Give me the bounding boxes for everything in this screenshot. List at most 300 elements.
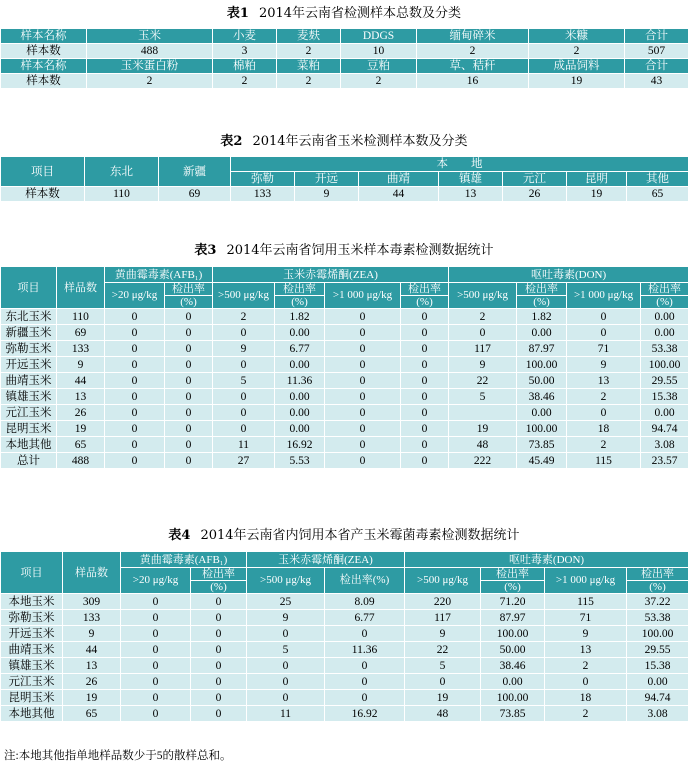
table-cell: 0.00 <box>641 309 688 325</box>
table-cell: 0 <box>191 610 247 626</box>
table-cell: 9 <box>449 357 517 373</box>
table-cell: 元江玉米 <box>1 405 57 421</box>
table-cell: 309 <box>63 594 121 610</box>
table1-cell: 2 <box>277 44 341 59</box>
table-cell: 0 <box>191 642 247 658</box>
table3-sub-zea-threshold: >500 μg/kg <box>213 283 275 309</box>
table1-cell: 合计 <box>625 59 688 74</box>
table-cell: 0 <box>401 421 449 437</box>
table-cell: 11.36 <box>275 373 325 389</box>
table-cell: 15.38 <box>627 658 688 674</box>
table4-sub-rate: 检出率 <box>191 568 247 581</box>
table-cell: 曲靖玉米 <box>1 642 63 658</box>
table-cell: 11.36 <box>325 642 405 658</box>
table4-sub-rate-unit: (%) <box>191 581 247 594</box>
table-cell: 13 <box>545 642 627 658</box>
table2-cell: 样本数 <box>1 187 85 202</box>
table-cell: 45.49 <box>517 453 567 469</box>
table-cell: 11 <box>247 706 325 722</box>
table-cell: 0 <box>405 674 481 690</box>
table-cell: 0 <box>401 325 449 341</box>
table3-group-afb: 黄曲霉毒素(AFB₁) <box>105 267 213 283</box>
table-cell: 东北玉米 <box>1 309 57 325</box>
table1-cell: 3 <box>213 44 277 59</box>
table-cell: 0 <box>325 325 401 341</box>
table4-sub-don-threshold-2: >1 000 μg/kg <box>545 568 627 594</box>
table1-header-row-1 <box>1 29 688 44</box>
table2-caption-text: 2014年云南省玉米检测样本数及分类 <box>252 134 468 149</box>
table2-cell: 13 <box>439 187 503 202</box>
table3-sub-rate: 检出率 <box>641 283 688 296</box>
table-cell: 曲靖玉米 <box>1 373 57 389</box>
table4-body <box>1 594 688 722</box>
table2-cell: 65 <box>627 187 688 202</box>
table1-cell: 合计 <box>625 29 688 44</box>
table2-cell: 69 <box>159 187 231 202</box>
table1-caption <box>0 6 688 22</box>
table-cell: 0.00 <box>641 405 688 421</box>
table-cell: 38.46 <box>517 389 567 405</box>
table-cell: 0 <box>325 389 401 405</box>
table-cell: 0 <box>121 626 191 642</box>
table-cell: 0 <box>213 357 275 373</box>
table3-sub-rate-unit: (%) <box>165 296 213 309</box>
table1-cell: 小麦 <box>213 29 277 44</box>
table-cell: 117 <box>449 341 517 357</box>
table-cell: 16.92 <box>325 706 405 722</box>
table-row <box>1 341 688 357</box>
table-cell: 0 <box>567 405 641 421</box>
table2-cell: 9 <box>295 187 359 202</box>
table2-cell: 昆明 <box>567 172 627 187</box>
table4-header-row-1 <box>1 552 688 568</box>
table3-sub-don-threshold-2: >1 000 μg/kg <box>567 283 641 309</box>
table2-cell: 元江 <box>503 172 567 187</box>
table-cell: 0 <box>213 389 275 405</box>
table1-cell: 样本名称 <box>1 29 87 44</box>
table-cell: 27 <box>213 453 275 469</box>
table-row <box>1 610 688 626</box>
table4-sub-rate: 检出率 <box>627 568 688 581</box>
table-cell: 220 <box>405 594 481 610</box>
table-cell: 2 <box>449 309 517 325</box>
table-cell: 100.00 <box>481 626 545 642</box>
table-cell: 9 <box>57 357 105 373</box>
table1-cell: 2 <box>277 74 341 89</box>
table4-header-item: 项目 <box>1 552 63 594</box>
table3-sub-afb-threshold: >20 μg/kg <box>105 283 165 309</box>
table-cell: 0 <box>401 373 449 389</box>
table-cell: 0 <box>165 437 213 453</box>
table-cell: 26 <box>57 405 105 421</box>
table-cell: 100.00 <box>517 421 567 437</box>
table-cell: 5 <box>213 373 275 389</box>
table-cell: 1.82 <box>517 309 567 325</box>
table-cell: 昆明玉米 <box>1 690 63 706</box>
table4-group-don: 呕吐毒素(DON) <box>405 552 688 568</box>
table4-sub-rate: 检出率 <box>481 568 545 581</box>
table-cell: 0 <box>121 706 191 722</box>
table-cell: 9 <box>567 357 641 373</box>
table-cell: 23.57 <box>641 453 688 469</box>
table-cell: 50.00 <box>481 642 545 658</box>
table-cell: 26 <box>63 674 121 690</box>
table-cell: 2 <box>213 309 275 325</box>
table4-group-afb: 黄曲霉毒素(AFB₁) <box>121 552 247 568</box>
table-row <box>1 690 688 706</box>
table-cell: 0 <box>105 325 165 341</box>
table-cell: 13 <box>567 373 641 389</box>
table2-cell: 19 <box>567 187 627 202</box>
table-cell: 73.85 <box>517 437 567 453</box>
table2-header-local: 本 地 <box>231 157 688 172</box>
table-cell: 3.08 <box>627 706 688 722</box>
table1-cell: 样本名称 <box>1 59 87 74</box>
table-cell: 0 <box>191 690 247 706</box>
table-row <box>1 357 688 373</box>
table-cell: 0.00 <box>517 405 567 421</box>
table3-group-zea: 玉米赤霉烯酮(ZEA) <box>213 267 449 283</box>
table-cell: 115 <box>567 453 641 469</box>
table-cell: 0 <box>121 674 191 690</box>
table-cell: 0 <box>401 453 449 469</box>
table-cell: 开远玉米 <box>1 626 63 642</box>
table-cell: 0.00 <box>641 325 688 341</box>
table-cell: 0.00 <box>627 674 688 690</box>
table-cell: 69 <box>57 325 105 341</box>
table4-sub-don-threshold: >500 μg/kg <box>405 568 481 594</box>
table-cell: 19 <box>57 421 105 437</box>
table2-header-item: 项目 <box>1 157 85 187</box>
table4-caption-number: 表4 <box>168 528 191 543</box>
table3-sub-rate-unit: (%) <box>641 296 688 309</box>
table-cell: 0 <box>165 389 213 405</box>
table-cell: 0 <box>191 626 247 642</box>
table-cell: 0 <box>401 357 449 373</box>
table-cell: 0 <box>191 658 247 674</box>
table-cell: 25 <box>247 594 325 610</box>
table1-cell: 488 <box>87 44 213 59</box>
table3-caption-number: 表3 <box>194 243 217 258</box>
table-cell: 0 <box>165 405 213 421</box>
table-cell: 0 <box>213 405 275 421</box>
table1-cell: 样本数 <box>1 74 87 89</box>
table-cell: 29.55 <box>641 373 688 389</box>
table1 <box>0 28 688 89</box>
table4-sub-rate-unit: (%) <box>627 581 688 594</box>
table-cell: 0 <box>449 325 517 341</box>
table-cell: 0 <box>325 626 405 642</box>
table-cell: 117 <box>405 610 481 626</box>
table-cell: 0 <box>213 325 275 341</box>
table-cell: 9 <box>63 626 121 642</box>
table2-caption <box>0 134 688 150</box>
table-cell: 镇雄玉米 <box>1 389 57 405</box>
table-cell: 87.97 <box>481 610 545 626</box>
table-cell: 0 <box>325 357 401 373</box>
table-cell: 0 <box>121 658 191 674</box>
table-cell: 65 <box>57 437 105 453</box>
table-cell <box>449 405 517 421</box>
table-cell: 2 <box>545 658 627 674</box>
table2-cell: 110 <box>85 187 159 202</box>
table4-sub-afb-threshold: >20 μg/kg <box>121 568 191 594</box>
table-row <box>1 594 688 610</box>
table1-cell: 2 <box>529 44 625 59</box>
table-cell: 100.00 <box>481 690 545 706</box>
table-cell: 87.97 <box>517 341 567 357</box>
table2-caption-number: 表2 <box>220 134 243 149</box>
table-cell: 44 <box>57 373 105 389</box>
table-cell: 71 <box>567 341 641 357</box>
table1-data-row-1 <box>1 44 688 59</box>
table-cell: 0 <box>401 437 449 453</box>
table-cell: 0 <box>121 610 191 626</box>
table-cell: 15.38 <box>641 389 688 405</box>
table3-header-item: 项目 <box>1 267 57 309</box>
table-cell: 22 <box>405 642 481 658</box>
table3 <box>0 266 688 469</box>
table-row <box>1 658 688 674</box>
table-cell: 53.38 <box>627 610 688 626</box>
table-cell: 2 <box>567 389 641 405</box>
table-cell: 0 <box>567 309 641 325</box>
table1-cell: 成品饲料 <box>529 59 625 74</box>
table-cell: 13 <box>63 658 121 674</box>
table-cell: 110 <box>57 309 105 325</box>
table-cell: 0.00 <box>275 389 325 405</box>
table-cell: 0 <box>325 674 405 690</box>
table-cell: 44 <box>63 642 121 658</box>
table-cell: 0 <box>401 341 449 357</box>
table-cell: 0 <box>121 690 191 706</box>
table1-cell: 缅甸碎米 <box>417 29 529 44</box>
table-cell: 新疆玉米 <box>1 325 57 341</box>
table-cell: 133 <box>63 610 121 626</box>
table-cell: 0 <box>401 405 449 421</box>
table-cell: 0.00 <box>481 674 545 690</box>
table-row <box>1 706 688 722</box>
table4-sub-zea-threshold: >500 μg/kg <box>247 568 325 594</box>
table-cell: 本地其他 <box>1 437 57 453</box>
table1-cell: 2 <box>417 44 529 59</box>
table-cell: 0 <box>545 674 627 690</box>
table3-header-row-2 <box>1 283 688 296</box>
table-cell: 19 <box>63 690 121 706</box>
table-cell: 1.82 <box>275 309 325 325</box>
table-cell: 0 <box>325 658 405 674</box>
footnote: 注:本地其他指单地样品数少于5的散样总和。 <box>4 750 232 762</box>
table-cell: 0 <box>105 453 165 469</box>
table-cell: 488 <box>57 453 105 469</box>
table2-cell: 26 <box>503 187 567 202</box>
table-cell: 18 <box>545 690 627 706</box>
table1-cell: 菜粕 <box>277 59 341 74</box>
table4-header-count: 样品数 <box>63 552 121 594</box>
table2-header-dongbei: 东北 <box>85 157 159 187</box>
table-row <box>1 626 688 642</box>
table2-header-xinjiang: 新疆 <box>159 157 231 187</box>
table-cell: 0 <box>105 373 165 389</box>
table-row <box>1 642 688 658</box>
table1-cell: 米糠 <box>529 29 625 44</box>
table-cell: 0 <box>401 309 449 325</box>
table-cell: 0 <box>247 690 325 706</box>
table-cell: 0 <box>165 325 213 341</box>
table1-cell: 43 <box>625 74 688 89</box>
table-cell: 0.00 <box>275 357 325 373</box>
table-cell: 0 <box>325 437 401 453</box>
table2-cell: 开远 <box>295 172 359 187</box>
table-cell: 94.74 <box>641 421 688 437</box>
table-cell: 0 <box>325 421 401 437</box>
table-cell: 5.53 <box>275 453 325 469</box>
table1-cell: 草、秸秆 <box>417 59 529 74</box>
table-cell: 65 <box>63 706 121 722</box>
table-cell: 0 <box>191 706 247 722</box>
table-row <box>1 453 688 469</box>
table-row <box>1 674 688 690</box>
table-cell: 5 <box>247 642 325 658</box>
table1-cell: 玉米 <box>87 29 213 44</box>
table-cell: 19 <box>449 421 517 437</box>
table-cell: 11 <box>213 437 275 453</box>
table4-sub-rate-unit: (%) <box>481 581 545 594</box>
table1-cell: 豆粕 <box>341 59 417 74</box>
table-cell: 0 <box>105 421 165 437</box>
table-cell: 9 <box>247 610 325 626</box>
table-cell: 0 <box>105 357 165 373</box>
table-cell: 5 <box>449 389 517 405</box>
table3-sub-zea-threshold-2: >1 000 μg/kg <box>325 283 401 309</box>
table-cell: 0.00 <box>275 325 325 341</box>
table1-cell: 2 <box>87 74 213 89</box>
table-cell: 0.00 <box>275 421 325 437</box>
table1-cell: 16 <box>417 74 529 89</box>
table-row <box>1 373 688 389</box>
table-cell: 镇雄玉米 <box>1 658 63 674</box>
table-cell: 48 <box>405 706 481 722</box>
table3-sub-rate: 检出率 <box>165 283 213 296</box>
table3-sub-rate: 检出率 <box>401 283 449 296</box>
table-cell: 9 <box>405 626 481 642</box>
table1-cell: 2 <box>213 74 277 89</box>
table3-sub-rate-unit: (%) <box>517 296 567 309</box>
table1-cell: 507 <box>625 44 688 59</box>
table-cell: 0 <box>567 325 641 341</box>
table-cell: 0 <box>165 373 213 389</box>
table-cell: 22 <box>449 373 517 389</box>
table2-cell: 其他 <box>627 172 688 187</box>
table-cell: 100.00 <box>517 357 567 373</box>
table4-group-zea: 玉米赤霉烯酮(ZEA) <box>247 552 405 568</box>
table-cell: 0 <box>325 341 401 357</box>
table3-group-don: 呕吐毒素(DON) <box>449 267 688 283</box>
table-cell: 16.92 <box>275 437 325 453</box>
table2-cell: 曲靖 <box>359 172 439 187</box>
table1-caption-number: 表1 <box>226 6 249 21</box>
table-cell: 0 <box>165 309 213 325</box>
table-cell: 0 <box>325 690 405 706</box>
table-cell: 71 <box>545 610 627 626</box>
table-cell: 2 <box>545 706 627 722</box>
table3-sub-rate: 检出率 <box>517 283 567 296</box>
table2-cell: 133 <box>231 187 295 202</box>
table3-caption <box>0 243 688 259</box>
table-cell: 0 <box>105 309 165 325</box>
table-cell: 0 <box>247 674 325 690</box>
table4-caption-text: 2014年云南省内饲用本省产玉米霉菌毒素检测数据统计 <box>200 528 520 543</box>
table-cell: 18 <box>567 421 641 437</box>
table-cell: 29.55 <box>627 642 688 658</box>
table3-body <box>1 309 688 469</box>
table3-sub-rate-unit: (%) <box>275 296 325 309</box>
table-cell: 0.00 <box>275 405 325 421</box>
table2-cell: 弥勒 <box>231 172 295 187</box>
table-cell: 50.00 <box>517 373 567 389</box>
table-cell: 3.08 <box>641 437 688 453</box>
table-cell: 0 <box>325 373 401 389</box>
table1-cell: 棉粕 <box>213 59 277 74</box>
table-cell: 0 <box>325 309 401 325</box>
table-cell: 100.00 <box>627 626 688 642</box>
table-cell: 9 <box>545 626 627 642</box>
table2-cell: 镇雄 <box>439 172 503 187</box>
table-cell: 0 <box>191 674 247 690</box>
table-cell: 开远玉米 <box>1 357 57 373</box>
table-cell: 弥勒玉米 <box>1 341 57 357</box>
table3-header-row-1 <box>1 267 688 283</box>
table-cell: 8.09 <box>325 594 405 610</box>
table-cell: 71.20 <box>481 594 545 610</box>
table-cell: 0 <box>121 642 191 658</box>
table1-cell: 麦麸 <box>277 29 341 44</box>
table-cell: 0 <box>105 341 165 357</box>
table-cell: 0 <box>105 437 165 453</box>
table1-cell: 玉米蛋白粉 <box>87 59 213 74</box>
table1-cell: 2 <box>341 74 417 89</box>
table-cell: 115 <box>545 594 627 610</box>
table-cell: 222 <box>449 453 517 469</box>
table-cell: 19 <box>405 690 481 706</box>
table-cell: 6.77 <box>275 341 325 357</box>
table2-data-row <box>1 187 688 202</box>
table-cell: 弥勒玉米 <box>1 610 63 626</box>
table-cell: 2 <box>567 437 641 453</box>
table-cell: 0 <box>325 405 401 421</box>
table-cell: 48 <box>449 437 517 453</box>
table-cell: 0 <box>213 421 275 437</box>
table-row <box>1 389 688 405</box>
table1-cell: DDGS <box>341 29 417 44</box>
table-cell: 0 <box>165 357 213 373</box>
table-cell: 53.38 <box>641 341 688 357</box>
table-cell: 37.22 <box>627 594 688 610</box>
table-row <box>1 437 688 453</box>
table1-data-row-2 <box>1 74 688 89</box>
table-cell: 38.46 <box>481 658 545 674</box>
table-cell: 0 <box>165 453 213 469</box>
table-cell: 0 <box>105 405 165 421</box>
table-cell: 0 <box>121 594 191 610</box>
table-cell: 5 <box>405 658 481 674</box>
table-cell: 0 <box>191 594 247 610</box>
table-cell: 73.85 <box>481 706 545 722</box>
table-cell: 元江玉米 <box>1 674 63 690</box>
table-cell: 133 <box>57 341 105 357</box>
table-cell: 0.00 <box>517 325 567 341</box>
table-cell: 9 <box>213 341 275 357</box>
